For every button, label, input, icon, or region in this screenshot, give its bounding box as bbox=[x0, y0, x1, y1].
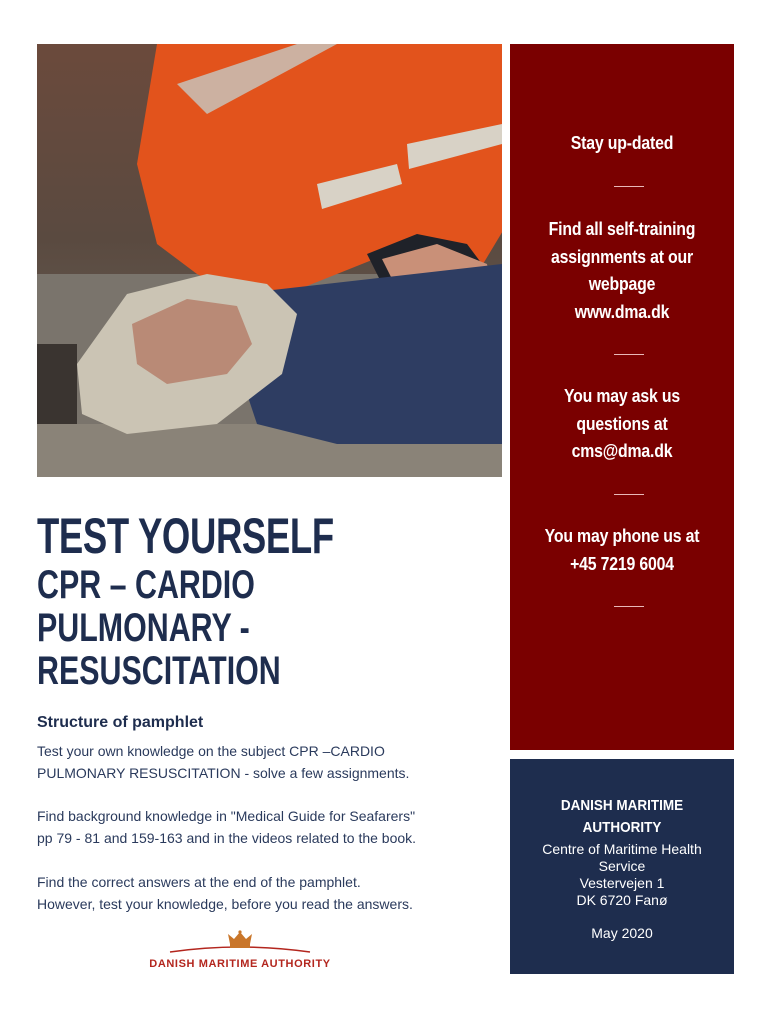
separator bbox=[614, 606, 644, 607]
paragraph-answers bbox=[37, 871, 497, 915]
paragraph-line: However, test your knowledge, before you read the answers. bbox=[37, 896, 413, 912]
structure-heading: Structure of pamphlet bbox=[37, 714, 204, 731]
training-line: webpage bbox=[588, 274, 656, 294]
address-line: Vestervejen 1 bbox=[579, 875, 665, 891]
paragraph-line: Find background knowledge in "Medical Guide for Seafarers" bbox=[37, 808, 416, 824]
phone-number[interactable]: +45 7219 6004 bbox=[570, 553, 674, 574]
subtitle-line: CPR – CARDIO bbox=[37, 563, 255, 607]
paragraph-line: pp 79 - 81 and 159-163 and in the videos related to the book. bbox=[37, 830, 417, 846]
separator bbox=[614, 186, 644, 187]
page-title: TEST YOURSELF bbox=[37, 508, 334, 564]
crown-icon bbox=[140, 928, 340, 956]
paragraph-line: Test your own knowledge on the subject CPR –CARDIO bbox=[37, 743, 385, 759]
website-link[interactable]: www.dma.dk bbox=[574, 301, 670, 322]
address-panel bbox=[510, 759, 734, 974]
paragraph-line: Find the correct answers at the end of the pamphlet. bbox=[37, 874, 361, 890]
org-name-line: AUTHORITY bbox=[582, 819, 662, 836]
address-line: Service bbox=[598, 858, 646, 874]
org-name bbox=[521, 795, 723, 839]
email-link[interactable]: cms@dma.dk bbox=[571, 441, 673, 461]
paragraph-background bbox=[37, 805, 497, 849]
separator bbox=[614, 494, 644, 495]
training-line: assignments at our bbox=[550, 246, 694, 267]
paragraph-line: PULMONARY RESUSCITATION - solve a few assignments. bbox=[37, 765, 410, 781]
dma-logo bbox=[140, 928, 340, 973]
contact-panel bbox=[510, 44, 734, 750]
cpr-photo bbox=[37, 44, 502, 477]
publication-date: May 2020 bbox=[591, 925, 653, 941]
address-line: Centre of Maritime Health bbox=[542, 841, 702, 857]
separator bbox=[614, 354, 644, 355]
org-name-line: DANISH MARITIME bbox=[560, 797, 684, 814]
training-line: Find all self-training bbox=[548, 219, 696, 239]
stay-updated-heading: Stay up-dated bbox=[570, 133, 674, 153]
questions-line: You may ask us bbox=[563, 386, 681, 406]
logo-text: DANISH MARITIME AUTHORITY bbox=[149, 958, 331, 970]
phone-line: You may phone us at bbox=[544, 526, 700, 546]
paragraph-intro bbox=[37, 740, 497, 784]
subtitle-line: PULMONARY - bbox=[37, 606, 250, 650]
address-line: DK 6720 Fanø bbox=[576, 892, 668, 908]
subtitle-line: RESUSCITATION bbox=[37, 649, 281, 693]
questions-line: questions at bbox=[576, 413, 668, 434]
